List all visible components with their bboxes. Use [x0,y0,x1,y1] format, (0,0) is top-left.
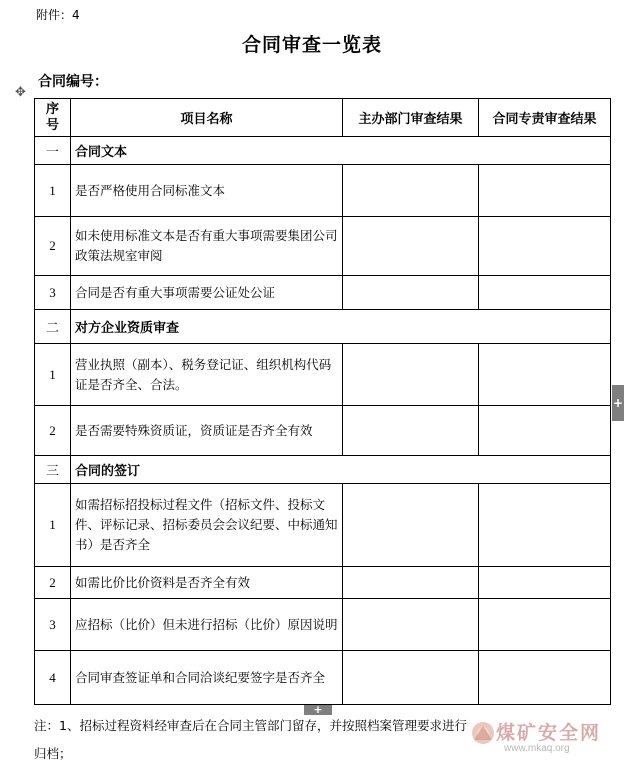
item-name: 合同审查签证单和合同洽谈纪要签字是否齐全 [71,651,343,705]
section-number: 一 [35,137,71,165]
row-number: 2 [35,217,71,276]
table-row [35,651,611,705]
table-row [35,599,611,651]
dept-result-cell[interactable] [343,217,479,276]
col-header-dept-result: 主办部门审查结果 [343,99,479,137]
specialist-result-cell[interactable] [479,651,611,705]
dept-result-cell[interactable] [343,567,479,599]
footnote-line-2: 归档； [34,746,72,761]
watermark-logo-icon [470,720,496,746]
specialist-result-cell[interactable] [479,406,611,456]
table-row [35,406,611,456]
attachment-label: 附件：4 [36,8,80,22]
section-title: 合同的签订 [71,456,611,484]
row-number: 3 [35,276,71,310]
plus-icon[interactable]: + [612,385,624,421]
item-name: 是否需要特殊资质证，资质证是否齐全有效 [71,406,343,456]
table-row [35,344,611,406]
plus-icon[interactable]: + [304,705,332,715]
col-header-no: 序号 [35,99,71,137]
section-number: 二 [35,310,71,344]
row-number: 3 [35,599,71,651]
section-number: 三 [35,456,71,484]
col-header-specialist-result: 合同专责审查结果 [479,99,611,137]
section-title: 合同文本 [71,137,611,165]
item-name: 是否严格使用合同标准文本 [71,165,343,217]
dept-result-cell[interactable] [343,344,479,406]
footnote-line-1: 注：1、招标过程资料经审查后在合同主管部门留存，并按照档案管理要求进行 [34,718,467,733]
specialist-result-cell[interactable] [479,484,611,567]
specialist-result-cell[interactable] [479,344,611,406]
item-name: 应招标（比价）但未进行招标（比价）原因说明 [71,599,343,651]
dept-result-cell[interactable] [343,276,479,310]
specialist-result-cell[interactable] [479,567,611,599]
item-name: 如需招标招投标过程文件（招标文件、投标文件、评标记录、招标委员会会议纪要、中标通知书）是否齐全 [71,484,343,567]
review-table [34,98,611,705]
table-row [35,276,611,310]
table-row [35,165,611,217]
dept-result-cell[interactable] [343,484,479,567]
col-header-item: 项目名称 [71,99,343,137]
row-number: 2 [35,406,71,456]
contract-number-label: 合同编号： [38,74,108,90]
specialist-result-cell[interactable] [479,599,611,651]
watermark-text: 煤矿安全网 [496,722,602,744]
dept-result-cell[interactable] [343,651,479,705]
dept-result-cell[interactable] [343,165,479,217]
item-name: 如需比价比价资料是否齐全有效 [71,567,343,599]
section-row [35,310,611,344]
move-icon[interactable]: ✥ [15,85,26,100]
specialist-result-cell[interactable] [479,165,611,217]
item-name: 合同是否有重大事项需要公证处公证 [71,276,343,310]
item-name: 营业执照（副本）、税务登记证、组织机构代码证是否齐全、合法。 [71,344,343,406]
row-number: 1 [35,344,71,406]
section-row [35,137,611,165]
row-number: 1 [35,165,71,217]
dept-result-cell[interactable] [343,406,479,456]
page-title: 合同审查一览表 [241,34,382,56]
section-row [35,456,611,484]
table-row [35,567,611,599]
table-row [35,217,611,276]
watermark-url: www.mkaq.org [504,743,570,754]
watermark [470,716,620,760]
item-name: 如未使用标准文本是否有重大事项需要集团公司政策法规室审阅 [71,217,343,276]
dept-result-cell[interactable] [343,599,479,651]
row-number: 4 [35,651,71,705]
table-row [35,484,611,567]
specialist-result-cell[interactable] [479,276,611,310]
table-header-row [35,99,611,137]
section-title: 对方企业资质审查 [71,310,611,344]
row-number: 2 [35,567,71,599]
row-number: 1 [35,484,71,567]
specialist-result-cell[interactable] [479,217,611,276]
